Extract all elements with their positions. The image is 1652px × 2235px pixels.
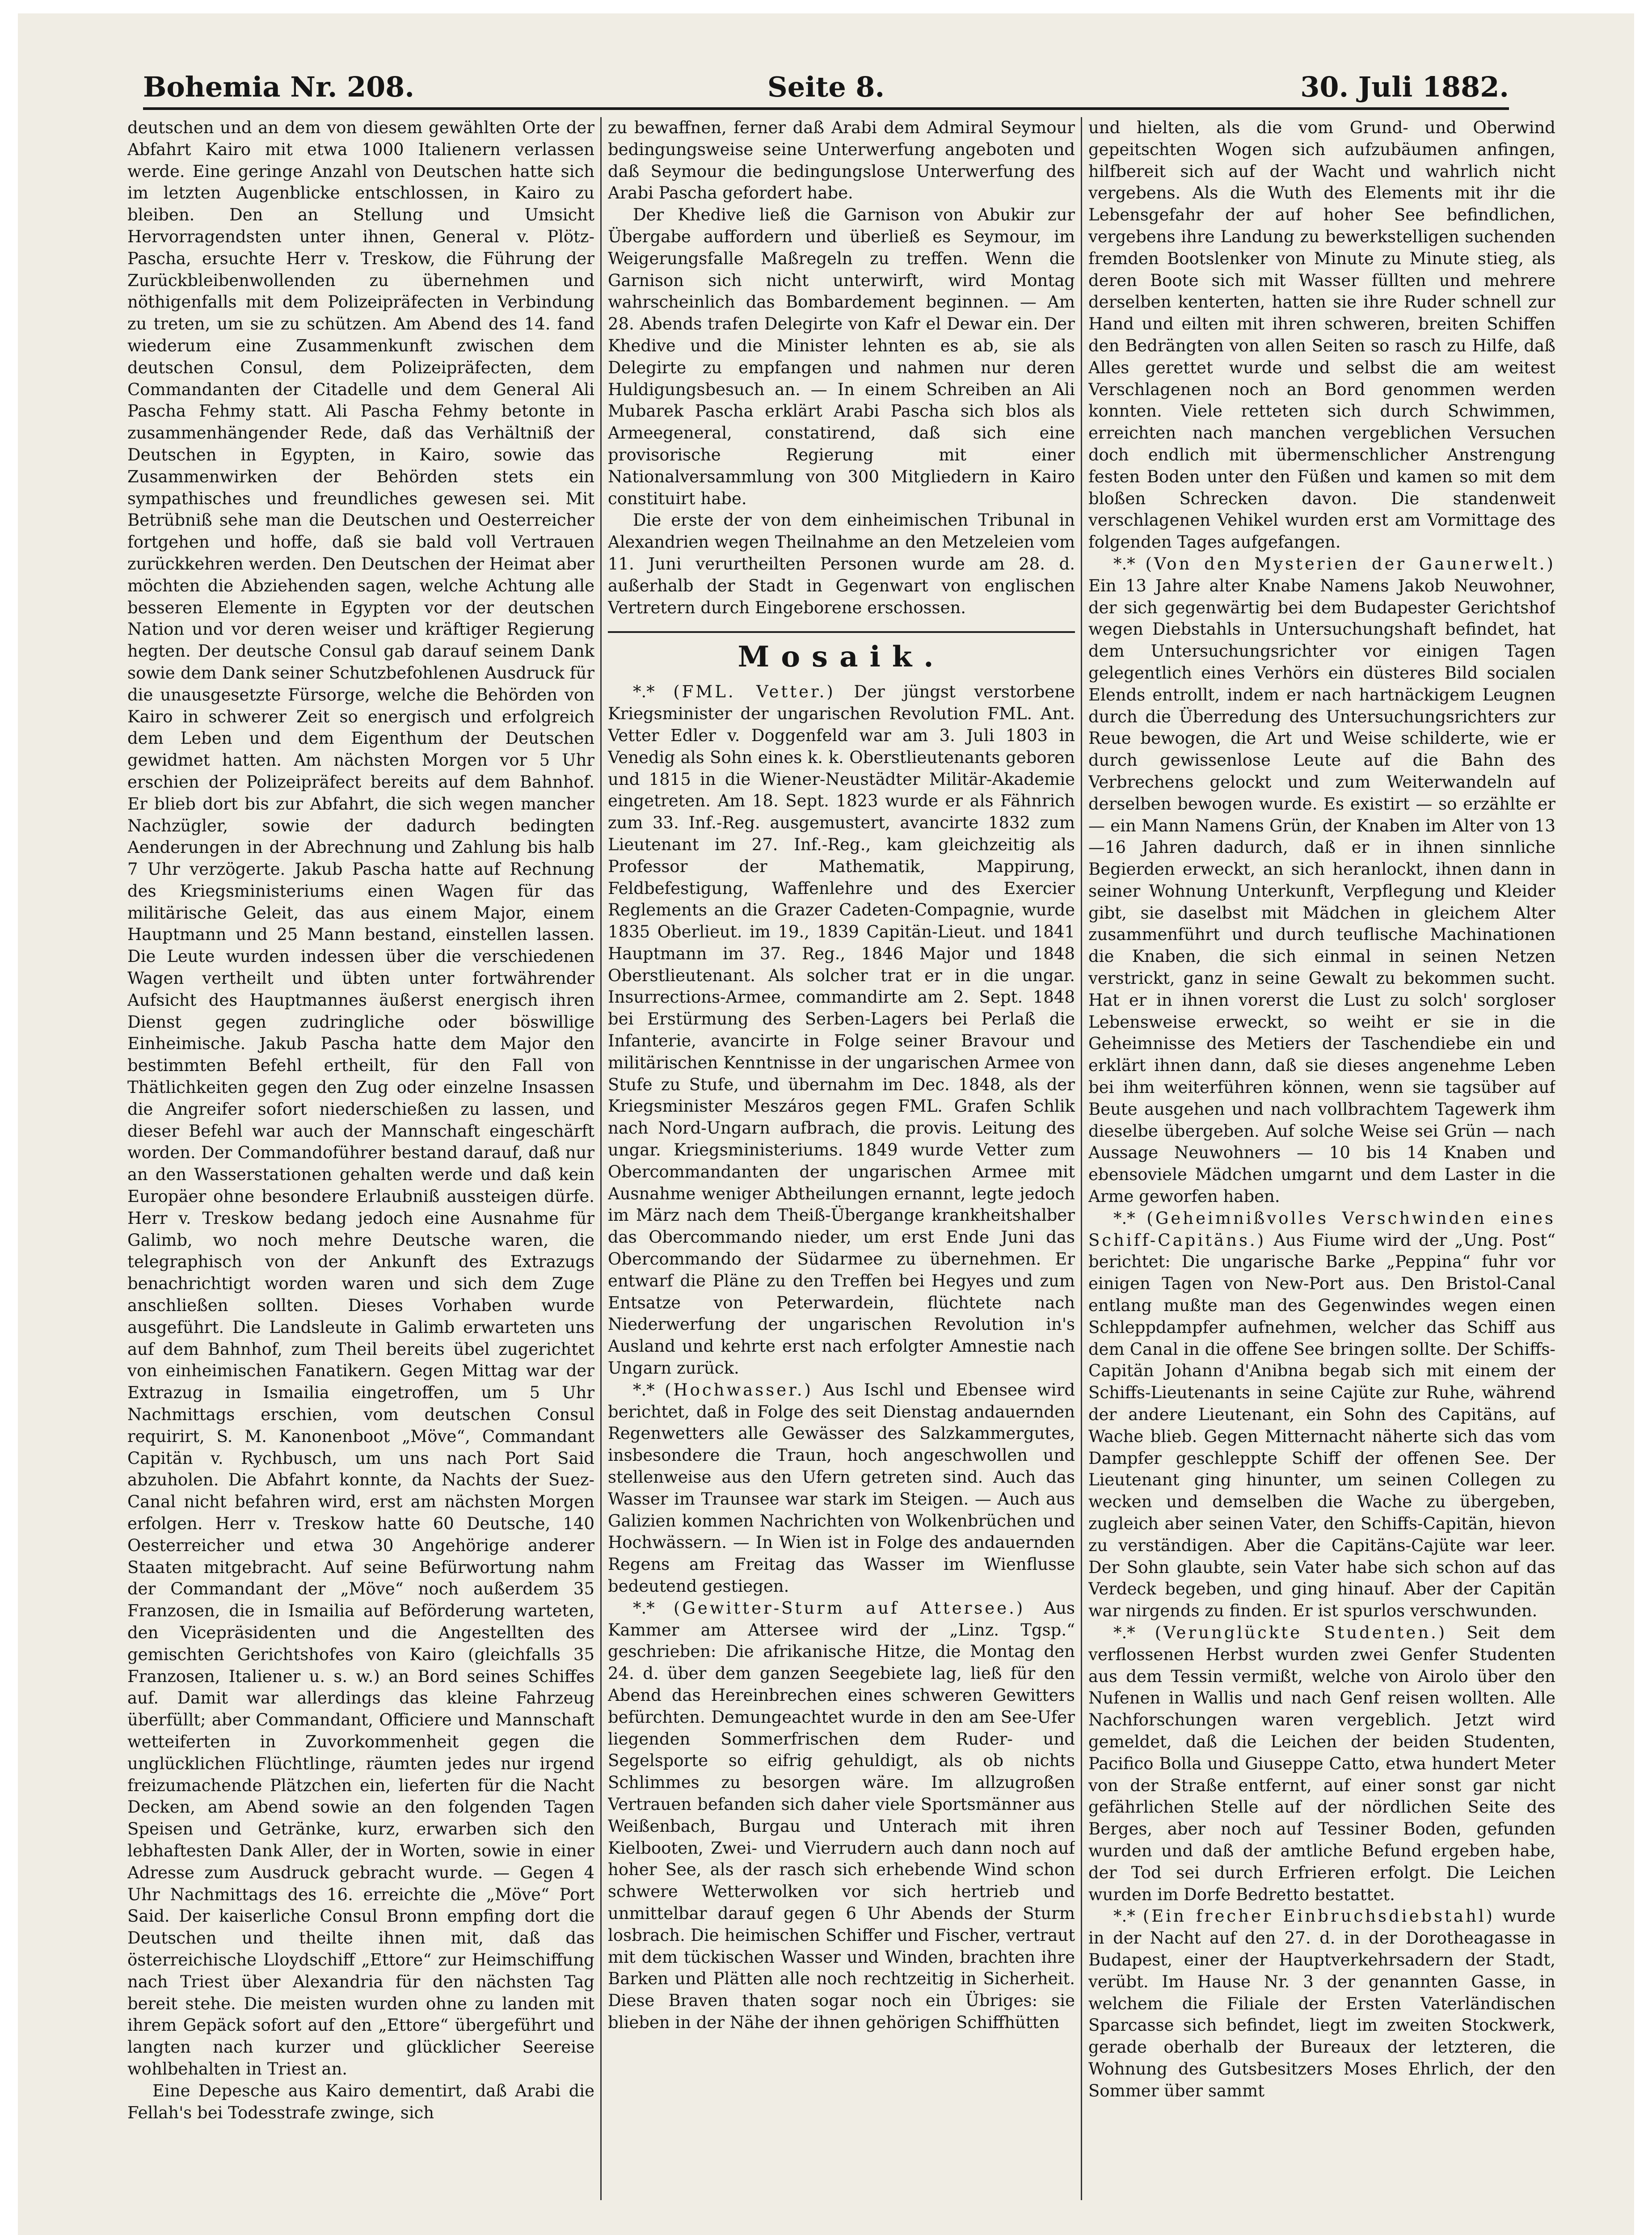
article-text: und hielten, als die vom Grund- und Oberwind gepeitschten Wogen sich aufzubäumen anfingen, hilfbereit sich auf der Wacht und wahrlich nicht vergebens. Als die Wuth des Elements mit ihr die Lebensgefahr der auf hoher See befindlichen, vergebens ihre Landung zu bewerkstelligen suchenden fremden Bootslenker von Minute zu Minute stieg, als deren Boote sich mit Wasser füllten und mehrere derselben kenterten, hatten sie ihre Ruder schnell zur Hand und eilten mit ihren schweren, breiten Schiffen den Bedrängten von allen Seiten so rasch zu Hilfe, daß Alles gerettet wurde und selbst die am weitest Verschlagenen noch an Bord genommen werden konnten. Viele retteten sich durch Schwimmen, erreichten nach manchen vergeblichen Versuchen doch endlich mit übermenschlicher Anstrengung festen Boden unter den Füßen und kamen so mit dem bloßen Schrecken davon. Die standenweit verschlagenen Vehikel wurden erst am Vormittage des folgenden Tages aufgefangen. (1088, 118, 1555, 552)
column-2 (608, 117, 1075, 2191)
news-item-text: Ein 13 Jahre alter Knabe Namens Jakob Neuwohner, der sich gegenwärtig bei dem Budapester Gerichtshof wegen Diebstahls in Untersuchungshaft befindet, hat dem Untersuchungsrichter vor einigen Tagen gelegentlich eines Verhörs ein düsteres Bild socialen Elends entrollt, indem er nach hartnäckigem Leugnen durch die Überredung des Untersuchungsrichters zur Reue bewogen, die Art und Weise schilderte, wie er durch gewissenlose Leute auf die Bahn des Verbrechens gelockt und zum Weiterwandeln auf derselben bewogen wurde. Es existirt — so erzählte er — ein Mann Namens Grün, der Knaben im Alter von 13—16 Jahren dadurch, daß er in ihnen sinnliche Begierden erweckt, an sich heranlockt, ihnen dann in seiner Wohnung Unterkunft, Verpflegung und Kleider gibt, sie daselbst mit Mädchen in gleichem Alter zusammenführt und durch teuflische Machinationen die Knaben, die sich einmal in seinen Netzen verstrickt, ganz in seine Gewalt zu bekommen sucht. Hat er in ihnen vorerst die Lust zu solch' sorgloser Lebensweise erweckt, so weiht er sie in die Geheimnisse des Metiers der Taschendiebe ein und erklärt ihnen dann, daß sie dieses angenehme Leben bei ihm weiterführen können, wenn sie tagsüber auf Beute ausgehen und nach vollbrachtem Tagewerk ihm dieselbe übergeben. Auf solche Weise sei Grün — nach Aussage Neuwohners — 10 bis 14 Knaben und ebensoviele Mädchen umgarnt und dem Laster in die Arme geworfen haben. (1088, 576, 1555, 1206)
news-item-title: (Geheimnißvolles Verschwinden eines Schiff-Capitäns.) (1088, 1208, 1555, 1250)
news-item-title: (Ein frecher Einbruchsdiebstahl) (1142, 1906, 1495, 1926)
news-item-title: (Hochwasser.) (664, 1380, 813, 1400)
article-text: Die erste der von dem einheimischen Tribunal in Alexandrien wegen Theilnahme an den Metzeleien vom 11. Juni verurtheilten Personen wurde am 28. d. außerhalb der Stadt in Gegenwart von englischen Vertretern durch Eingeborene erschossen. (608, 510, 1075, 617)
page-number: Seite 8. (767, 71, 885, 103)
news-item-text: wurde in der Nacht auf den 27. d. in der Dorotheagasse in Budapest, einer der Hauptverkehrsadern der Stadt, verübt. Im Hause Nr. 3 der genannten Gasse, in welchem die Filiale der Ersten Vaterländischen Sparcasse sich befindet, liegt im zweiten Stockwerk, gerade oberhalb der Bureaux der letzteren, die Wohnung des Gutsbesitzers Moses Ehrlich, der den Sommer über sammt (1088, 1906, 1555, 2100)
article-text: deutschen und an dem von diesem gewählten Orte der Abfahrt Kairo mit etwa 1000 Italienern verlassen werde. Eine geringe Anzahl von Deutschen hatte sich im letzten Augenblicke entschlossen, in Kairo zu bleiben. Den an Stellung und Umsicht Hervorragendsten unter ihnen, General v. Plötz-Pascha, ersuchte Herr v. Treskow, die Führung der Zurückbleibenwollenden zu übernehmen und nöthigenfalls mit dem Polizeipräfecten in Verbindung zu treten, um sie zu schützen. Am Abend des 14. fand wiederum eine Zusammenkunft zwischen dem deutschen Consul, dem Polizeipräfecten, dem Commandanten der Citadelle und dem General Ali Pascha Fehmy statt. Ali Pascha Fehmy betonte in zusammenhängender Rede, daß das Verhältniß der Deutschen in Egypten, in Kairo, sowie das Zusammenwirken der Behörden stets ein sympathisches und freundliches gewesen sei. Mit Betrübniß sehe man die Deutschen und Oesterreicher fortgehen und hoffe, daß sie bald voll Vertrauen zurückkehren werden. Den Deutschen der Heimat aber möchten die Abziehenden sagen, welche Achtung alle besseren Elemente in Egypten vor der deutschen Nation und vor deren weiser und kräftiger Regierung hegten. Der deutsche Consul gab darauf seinem Dank sowie dem Dank seiner Schutzbefohlenen Ausdruck für die unausgesetzte Fürsorge, welche die Behörden von Kairo in schwerer Zeit so energisch und erfolgreich dem Leben und dem Eigenthum der Deutschen gewidmet hatten. Am nächsten Morgen vor 5 Uhr erschien der Polizeipräfect bereits auf dem Bahnhof. Er blieb dort bis zur Abfahrt, die sich wegen mancher Nachzügler, sowie der dadurch bedingten Aenderungen in der Abrechnung und Zahlung bis halb 7 Uhr verzögerte. Jakub Pascha hatte auf Rechnung des Kriegsministeriums einen Wagen für das militärische Geleit, das aus einem Major, einem Hauptmann und 25 Mann bestand, einstellen lassen. Die Leute wurden indessen über die verschiedenen Wagen vertheilt und übten unter fortwährender Aufsicht des Hauptmannes äußerst energisch ihren Dienst gegen zudringliche oder böswillige Einheimische. Jakub Pascha hatte dem Major den bestimmten Befehl ertheilt, für den Fall von Thätlichkeiten gegen den Zug oder einzelne Insassen die Angreifer sofort niederschießen zu lassen, und dieser Befehl war auch der Mannschaft eingeschärft worden. Der Commandoführer bestand darauf, daß nur an den Wasserstationen gehalten werde und daß kein Europäer ohne besondere Erlaubniß aussteigen dürfe. Herr v. Treskow bedang jedoch eine Ausnahme für Galimb, wo noch mehre Deutsche waren, die telegraphisch von der Ankunft des Extrazugs benachrichtigt worden waren und sich dem Zuge anschließen sollten. Dieses Vorhaben wurde ausgeführt. Die Landsleute in Galimb erwarteten uns auf dem Bahnhof, zum Theil bereits übel zugerichtet von einheimischen Fanatikern. Gegen Mittag war der Extrazug in Ismailia eingetroffen, um 5 Uhr Nachmittags erschien, vom deutschen Consul requirirt, S. M. Kanonenboot „Möve“, Commandant Capitän v. Rychbusch, um uns nach Port Said abzuholen. Die Abfahrt konnte, da Nachts der Suez-Canal nicht befahren wird, erst am nächsten Morgen erfolgen. Herr v. Treskow hatte 60 Deutsche, 140 Oesterreicher und etwa 30 Angehörige anderer Staaten mitgebracht. Auf seine Befürwortung nahm der Commandant der „Möve“ noch außerdem 35 Franzosen, die in Ismailia auf Beförderung warteten, den Vicepräsidenten und die Angestellten des gemischten Gerichtshofes von Kairo (gleichfalls 35 Franzosen, Italiener u. s. w.) an Bord seines Schiffes auf. Damit war allerdings das kleine Fahrzeug überfüllt; aber Commandant, Officiere und Mannschaft wetteiferten in Zuvorkommenheit gegen die unglücklichen Flüchtlinge, räumten jedes nur irgend freizumachende Plätzchen ein, lieferten für die Nacht Decken, am Abend sowie an den folgenden Tagen Speisen und Getränke, kurz, erwarben sich den lebhaftesten Dank Aller, der in Worten, sowie in einer Adresse zum Ausdruck gebracht wurde. — Gegen 4 Uhr Nachmittags des 16. erreichte die „Möve“ Port Said. Der kaiserliche Consul Bronn empfing dort die Deutschen und theilte ihnen mit, daß das österreichische Lloydschiff „Ettore“ zur Heimschiffung nach Triest über Alexandria für den nächsten Tag bereit stehe. Die meisten wurden ohne zu landen mit ihrem Gepäck sofort auf den „Ettore“ übergeführt und langten nach kurzer und glücklicher Seereise wohlbehalten in Triest an. (127, 118, 594, 2079)
news-item: *.* (Gewitter-Sturm auf Attersee.) Aus Kammer am Attersee wird der „Linz. Tgsp.“ geschrieben: Die afrikanische Hitze, die Montag den 24. d. über dem ganzen Seegebiete lag, ließ für den Abend das Hereinbrechen eines schweren Gewitters befürchten. Demungeachtet wurde in den am See-Ufer liegenden Sommerfrischen dem Ruder- und Segelsporte so eifrig gehuldigt, als ob nichts Schlimmes zu besorgen wäre. Im allzugroßen Vertrauen befanden sich daher viele Sportsmänner aus Weißenbach, Burgau und Unterach mit ihren Kielbooten, Zwei- und Vierrudern auch dann noch auf hoher See, als der rasch sich erhebende Wind schon schwere Wetterwolken vor sich hertrieb und unmittelbar darauf gegen 6 Uhr Abends der Sturm losbrach. Die heimischen Schiffer und Fischer, vertraut mit dem tückischen Wasser und Winden, brachten ihre Barken und Plätten alle noch rechtzeitig in Sicherheit. Diese Braven thaten sogar noch ein Übriges: sie blieben in der Nähe der ihnen gehörigen Schiffhütten (608, 1598, 1075, 2032)
news-item: *.* (Geheimnißvolles Verschwinden eines Schiff-Capitäns.) Aus Fiume wird der „Ung. Post“ berichtet: Die ungarische Barke „Peppina“ fuhr vor einigen Tagen von New-Port aus. Den Bristol-Canal entlang mußte man des Gegenwindes wegen einen Schleppdampfer aufnehmen, welcher das Schiff aus dem Canal in die offene See bringen sollte. Der Schiffs-Capitän Johann d'Anibna begab sich mit einem der Schiffs-Lieutenants in seine Cajüte zur Ruhe, während der andere Lieutenant, ein Sohn des Capitäns, auf Wache blieb. Gegen Mitternacht näherte sich das vom Dampfer geschleppte Schiff der offenen See. Der Lieutenant ging hinunter, um seinen Collegen zu wecken und demselben die Wache zu übergeben, zugleich aber seinen Vater, den Schiffs-Capitän, hievon zu verständigen. Aber die Capitäns-Cajüte war leer. Der Sohn glaubte, sein Vater habe sich schon auf das Verdeck begeben, und ging hinauf. Aber der Capitän war nirgends zu finden. Er ist spurlos verschwunden. (1088, 1208, 1555, 1621)
news-item-title: (FML. Vetter.) (673, 682, 835, 702)
article-text: Der Khedive ließ die Garnison von Abukir zur Übergabe auffordern und überließ es Seymour, im Weigerungsfalle Maßregeln zu treffen. Wenn die Garnison sich nicht unterwirft, wird Montag wahrscheinlich das Bombardement beginnen. — Am 28. Abends trafen Delegirte von Kafr el Dewar ein. Der Khedive und die Minister lehnten es ab, sie als Delegirte zu empfangen und nahmen nur deren Huldigungsbesuch an. — In einem Schreiben an Ali Mubarek Pascha erklärt Arabi Pascha sich blos als Armeegeneral, constatirend, daß sich eine provisorische Regierung mit einer Nationalversammlung von 300 Mitgliedern in Kairo constituirt habe. (608, 205, 1075, 508)
column-separator (1081, 117, 1082, 2200)
news-item-text: Aus Kammer am Attersee wird der „Linz. Tgsp.“ geschrieben: Die afrikanische Hitze, die Montag den 24. d. über dem ganzen Seegebiete lag, ließ für den Abend das Hereinbrechen eines schweren Gewitters befürchten. Demungeachtet wurde in den am See-Ufer liegenden Sommerfrischen dem Ruder- und Segelsporte so eifrig gehuldigt, als ob nichts Schlimmes zu besorgen wäre. Im allzugroßen Vertrauen befanden sich daher viele Sportsmänner aus Weißenbach, Burgau und Unterach mit ihren Kielbooten, Zwei- und Vierrudern auch dann noch auf hoher See, als der rasch sich erhebende Wind schon schwere Wetterwolken vor sich hertrieb und unmittelbar darauf gegen 6 Uhr Abends der Sturm losbrach. Die heimischen Schiffer und Fischer, vertraut mit dem tückischen Wasser und Winden, brachten ihre Barken und Plätten alle noch rechtzeitig in Sicherheit. Diese Braven thaten sogar noch ein Übriges: sie blieben in der Nähe der ihnen gehörigen Schiffhütten (608, 1598, 1075, 2032)
article-text: zu bewaffnen, ferner daß Arabi dem Admiral Seymour bedingungsweise seine Unterwerfung angeboten und daß Seymour die bedingungslose Unterwerfung des Arabi Pascha gefordert habe. (608, 118, 1075, 203)
issue-date: 30. Juli 1882. (1300, 71, 1509, 103)
news-item: *.* (Von den Mysterien der Gaunerwelt.) Ein 13 Jahre alter Knabe Namens Jakob Neuwohner, der sich gegenwärtig bei dem Budapester Gerichtshof wegen Diebstahls in Untersuchungshaft befindet, hat dem Untersuchungsrichter vor einigen Tagen gelegentlich eines Verhörs ein düsteres Bild socialen Elends entrollt, indem er nach hartnäckigem Leugnen durch die Überredung des Untersuchungsrichters zur Reue bewogen, die Art und Weise schilderte, wie er durch gewissenlose Leute auf die Bahn des Verbrechens gelockt und zum Weiterwandeln auf derselben bewogen wurde. Es existirt — so erzählte er — ein Mann Namens Grün, der Knaben im Alter von 13—16 Jahren dadurch, daß er in ihnen sinnliche Begierden erweckt, an sich heranlockt, ihnen dann in seiner Wohnung Unterkunft, Verpflegung und Kleider gibt, sie daselbst mit Mädchen in gleichem Alter zusammenführt und durch teuflische Machinationen die Knaben, die sich einmal in seinen Netzen verstrickt, ganz in seine Gewalt zu bekommen sucht. Hat er in ihnen vorerst die Lust zu solch' sorgloser Lebensweise erweckt, so weiht er sie in die Geheimnisse des Metiers der Taschendiebe ein und erklärt ihnen dann, daß sie dieses angenehme Leben bei ihm weiterführen können, wenn sie tagsüber auf Beute ausgehen und nach vollbrachtem Tagewerk ihm dieselbe übergeben. Auf solche Weise sei Grün — nach Aussage Neuwohners — 10 bis 14 Knaben und ebensoviele Mädchen umgarnt und dem Laster in die Arme geworfen haben. (1088, 554, 1555, 1206)
news-item-text: Aus Ischl und Ebensee wird berichtet, daß in Folge des seit Dienstag andauernden Regenwetters alle Gewässer des Salzkammergutes, insbesondere die Traun, hoch angeschwollen und stellenweise aus den Ufern getreten sind. Auch das Wasser im Traunsee war stark im Steigen. — Auch aus Galizien kommen Nachrichten von Wolkenbrüchen und Hochwässern. — In Wien ist in Folge des andauernden Regens am Freitag das Wasser im Wienflusse bedeutend gestiegen. (608, 1380, 1075, 1596)
news-item-text: Der jüngst verstorbene Kriegsminister der ungarischen Revolution FML. Ant. Vetter Edler v. Doggenfeld war am 3. Juli 1803 in Venedig als Sohn eines k. k. Oberstlieutenants geboren und 1815 in die Wiener-Neustädter Militär-Akademie eingetreten. Am 18. Sept. 1823 wurde er als Fähnrich zum 33. Inf.-Reg. ausgemustert, avancirte 1832 zum Lieutenant im 27. Inf.-Reg., kam gleichzeitig als Professor der Mathematik, Mappirung, Feldbefestigung, Waffenlehre und des Exercier Reglements an die Grazer Cadeten-Compagnie, wurde 1835 Oberlieut. im 19., 1839 Capitän-Lieut. und 1841 Hauptmann im 37. Reg., 1846 Major und 1848 Oberstlieutenant. Als solcher trat er in die ungar. Insurrections-Armee, commandirte am 2. Sept. 1848 bei Erstürmung des Serben-Lagers bei Perlaß die Infanterie, avancirte in Folge seiner Bravour und militärischen Kenntnisse in der ungarischen Armee von Stufe zu Stufe, und übernahm im Dec. 1848, als der Kriegsminister Meszáros gegen FML. Grafen Schlik nach Nord-Ungarn aufbrach, die provis. Leitung des ungar. Kriegsministeriums. 1849 wurde Vetter zum Obercommandanten der ungarischen Armee mit Ausnahme weniger Abtheilungen ernannt, legte jedoch im März nach dem Theiß-Übergange krankheitshalber das Obercommando nieder, um erst Ende Juni das Obercommando der Südarmee zu übernehmen. Er entwarf die Pläne zu den Treffen bei Hegyes und zum Entsatze von Peterwardein, flüchtete nach Niederwerfung der ungarischen Revolution in's Ausland und kehrte erst nach erfolgter Amnestie nach Ungarn zurück. (608, 682, 1075, 1378)
news-item-title: (Von den Mysterien der Gaunerwelt.) (1145, 554, 1555, 574)
section-title: Mosaik. (608, 631, 1075, 675)
news-item-title: (Gewitter-Sturm auf Attersee.) (673, 1598, 1025, 1618)
news-item: *.* (FML. Vetter.) Der jüngst verstorbene Kriegsminister der ungarischen Revolution FML. Ant. Vetter Edler v. Doggenfeld war am 3. Juli 1803 in Venedig als Sohn eines k. k. Oberstlieutenants geboren und 1815 in die Wiener-Neustädter Militär-Akademie eingetreten. Am 18. Sept. 1823 wurde er als Fähnrich zum 33. Inf.-Reg. ausgemustert, avancirte 1832 zum Lieutenant im 27. Inf.-Reg., kam gleichzeitig als Professor der Mathematik, Mappirung, Feldbefestigung, Waffenlehre und des Exercier Reglements an die Grazer Cadeten-Compagnie, wurde 1835 Oberlieut. im 19., 1839 Capitän-Lieut. und 1841 Hauptmann im 37. Reg., 1846 Major und 1848 Oberstlieutenant. Als solcher trat er in die ungar. Insurrections-Armee, commandirte am 2. Sept. 1848 bei Erstürmung des Serben-Lagers bei Perlaß die Infanterie, avancirte in Folge seiner Bravour und militärischen Kenntnisse in der ungarischen Armee von Stufe zu Stufe, und übernahm im Dec. 1848, als der Kriegsminister Meszáros gegen FML. Grafen Schlik nach Nord-Ungarn aufbrach, die provis. Leitung des ungar. Kriegsministeriums. 1849 wurde Vetter zum Obercommandanten der ungarischen Armee mit Ausnahme weniger Abtheilungen ernannt, legte jedoch im März nach dem Theiß-Übergange krankheitshalber das Obercommando nieder, um erst Ende Juni das Obercommando der Südarmee zu übernehmen. Er entwarf die Pläne zu den Treffen bei Hegyes und zum Entsatze von Peterwardein, flüchtete nach Niederwerfung der ungarischen Revolution in's Ausland und kehrte erst nach erfolgter Amnestie nach Ungarn zurück. (608, 682, 1075, 1378)
news-item-text: Seit dem verflossenen Herbst wurden zwei Genfer Studenten aus dem Tessin vermißt, welche von Airolo über den Nufenen in Wallis und nach Genf reisen wollten. Alle Nachforschungen waren vergeblich. Jetzt wird gemeldet, daß die Leichen der beiden Studenten, Pacifico Bolla und Giuseppe Catto, etwa hundert Meter von der Straße entfernt, auf einer sonst gar nicht gefährlichen Stelle auf der nördlichen Seite des Berges, aber noch auf Tessiner Boden, gefunden wurden und daß der amtliche Befund ergeben habe, der Tod sei durch Erfrieren erfolgt. Die Leichen wurden im Dorfe Bedretto bestattet. (1088, 1623, 1555, 1904)
news-item: *.* (Hochwasser.) Aus Ischl und Ebensee wird berichtet, daß in Folge des seit Dienstag andauernden Regenwetters alle Gewässer des Salzkammergutes, insbesondere die Traun, hoch angeschwollen und stellenweise aus den Ufern getreten sind. Auch das Wasser im Traunsee war stark im Steigen. — Auch aus Galizien kommen Nachrichten von Wolkenbrüchen und Hochwässern. — In Wien ist in Folge des andauernden Regens am Freitag das Wasser im Wienflusse bedeutend gestiegen. (608, 1380, 1075, 1596)
column-1 (127, 117, 594, 2191)
news-item-title: (Verunglückte Studenten.) (1155, 1623, 1447, 1642)
column-separator (600, 117, 602, 2200)
newspaper-page (18, 13, 1634, 2235)
publication-name: Bohemia Nr. 208. (143, 71, 415, 103)
news-item: *.* (Ein frecher Einbruchsdiebstahl) wurde in der Nacht auf den 27. d. in der Dorotheagasse in Budapest, einer der Hauptverkehrsadern der Stadt, verübt. Im Hause Nr. 3 der genannten Gasse, in welchem die Filiale der Ersten Vaterländischen Sparcasse sich befindet, liegt im zweiten Stockwerk, gerade oberhalb der Bureaux der letzteren, die Wohnung des Gutsbesitzers Moses Ehrlich, der den Sommer über sammt (1088, 1906, 1555, 2100)
news-item: *.* (Verunglückte Studenten.) Seit dem verflossenen Herbst wurden zwei Genfer Studenten aus dem Tessin vermißt, welche von Airolo über den Nufenen in Wallis und nach Genf reisen wollten. Alle Nachforschungen waren vergeblich. Jetzt wird gemeldet, daß die Leichen der beiden Studenten, Pacifico Bolla und Giuseppe Catto, etwa hundert Meter von der Straße entfernt, auf einer sonst gar nicht gefährlichen Stelle auf der nördlichen Seite des Berges, aber noch auf Tessiner Boden, gefunden wurden und daß der amtliche Befund ergeben habe, der Tod sei durch Erfrieren erfolgt. Die Leichen wurden im Dorfe Bedretto bestattet. (1088, 1623, 1555, 1904)
article-text: Eine Depesche aus Kairo dementirt, daß Arabi die Fellah's bei Todesstrafe zwinge, sich (127, 2081, 594, 2122)
news-item-text: Aus Fiume wird der „Ung. Post“ berichtet: Die ungarische Barke „Peppina“ fuhr vor einigen Tagen von New-Port aus. Den Bristol-Canal entlang mußte man des Gegenwindes wegen einen Schleppdampfer aufnehmen, welcher das Schiff aus dem Canal in die offene See bringen sollte. Der Schiffs-Capitän Johann d'Anibna begab sich mit einem der Schiffs-Lieutenants in seine Cajüte zur Ruhe, während der andere Lieutenant, ein Sohn des Capitäns, auf Wache blieb. Gegen Mitternacht näherte sich das vom Dampfer geschleppte Schiff der offenen See. Der Lieutenant ging hinunter, um seinen Collegen zu wecken und demselben die Wache zu übergeben, zugleich aber seinen Vater, den Schiffs-Capitän, hievon zu verständigen. Aber die Capitäns-Cajüte war leer. Der Sohn glaubte, sein Vater habe sich schon auf das Verdeck begeben, und ging hinauf. Aber der Capitän war nirgends zu finden. Er ist spurlos verschwunden. (1088, 1230, 1555, 1621)
column-3 (1088, 117, 1555, 2191)
header-rule (143, 107, 1509, 110)
page-header (143, 56, 1509, 110)
